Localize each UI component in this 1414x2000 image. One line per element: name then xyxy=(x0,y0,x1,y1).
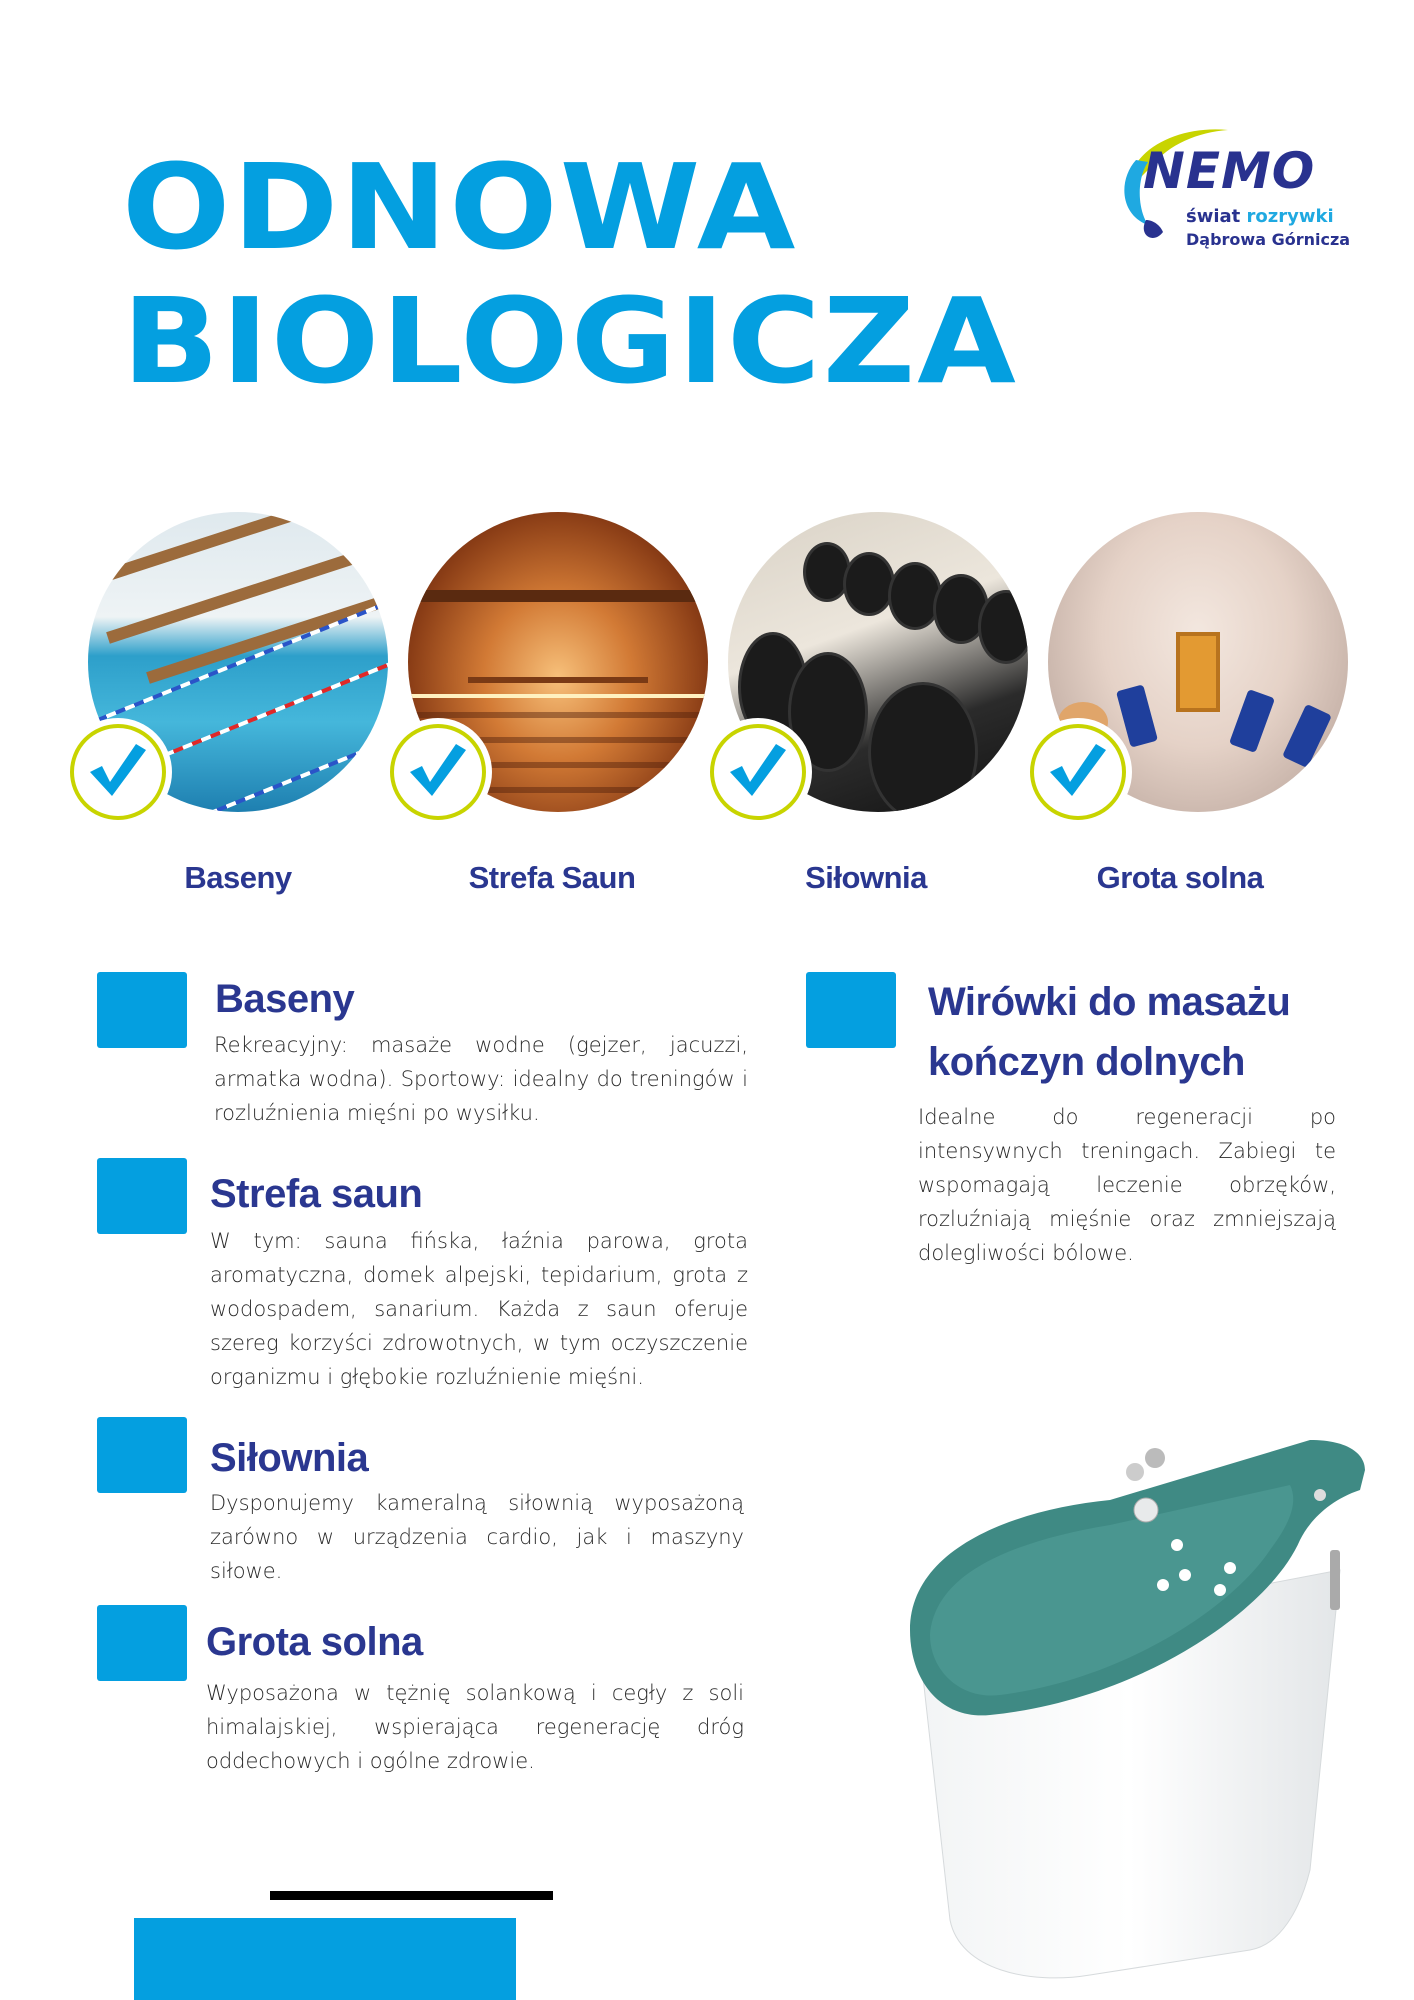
logo-location: Dąbrowa Górnicza xyxy=(1186,230,1351,249)
feature-grota-solna xyxy=(1048,512,1348,812)
section-marker xyxy=(97,1417,187,1493)
page-title-line1: ODNOWA xyxy=(122,138,798,276)
section-title-wirowki xyxy=(928,972,1290,1092)
checkmark-icon xyxy=(404,736,470,802)
page-title-line2: BIOLOGICZA xyxy=(122,272,1019,410)
check-badge xyxy=(384,718,492,826)
section-title-wirowki-line1: Wirówki do masażu xyxy=(928,980,1291,1024)
massage-whirlpool-tub-image xyxy=(890,1430,1370,1990)
feature-strefa-saun xyxy=(408,512,708,812)
section-text-baseny: Rekreacyjny: masaże wodne (gejzer, jacuzzi, armatka wodna). Sportowy: idealny do treningów i rozluźnienia mięśni po wysiłku. xyxy=(214,1033,748,1125)
feature-label-strefa-saun: Strefa Saun xyxy=(468,860,636,895)
section-text-silownia: Dysponujemy kameralną siłownią wyposażoną zarówno w urządzenia cardio, jak i maszyny siłowe. xyxy=(210,1491,744,1583)
check-badge xyxy=(704,718,812,826)
logo-tagline xyxy=(1186,206,1334,227)
section-title-strefa-saun: Strefa saun xyxy=(210,1172,423,1216)
section-text-wirowki: Idealne do regeneracji po intensywnych treningach. Zabiegi te wspomagają leczenie obrzęków, rozluźniają mięśnie oraz zmniejszają dolegliwości bólowe. xyxy=(918,1105,1336,1265)
section-title-silownia: Siłownia xyxy=(210,1436,369,1480)
section-marker xyxy=(97,1605,187,1681)
feature-baseny xyxy=(88,512,388,812)
section-title-wirowki-line2: kończyn dolnych xyxy=(928,1040,1245,1084)
decorative-blue-block xyxy=(134,1918,516,2000)
feature-label-silownia: Siłownia xyxy=(805,860,927,895)
feature-label-baseny: Baseny xyxy=(184,860,292,895)
page-title xyxy=(122,140,1018,408)
section-title-grota-solna: Grota solna xyxy=(206,1620,423,1664)
checkmark-icon xyxy=(1044,736,1110,802)
section-marker xyxy=(806,972,896,1048)
decorative-black-bar xyxy=(270,1891,553,1900)
logo-tagline-part1: świat xyxy=(1186,206,1241,227)
check-badge xyxy=(1024,718,1132,826)
check-badge xyxy=(64,718,172,826)
section-text-strefa-saun: W tym: sauna fińska, łaźnia parowa, grota aromatyczna, domek alpejski, tepidarium, grota z wodospadem, sanarium. Każda z saun oferuje szereg korzyści zdrowotnych, w tym oczyszczenie organizmu i głębokie rozluźnienie mięśni. xyxy=(210,1229,748,1389)
section-marker xyxy=(97,972,187,1048)
feature-label-grota-solna: Grota solna xyxy=(1096,860,1264,895)
feature-silownia xyxy=(728,512,1028,812)
section-text-grota-solna: Wyposażona w tężnię solankową i cegły z soli himalajskiej, wspierająca regenerację dróg oddechowych i ogólne zdrowie. xyxy=(206,1681,744,1773)
checkmark-icon xyxy=(84,736,150,802)
section-marker xyxy=(97,1158,187,1234)
checkmark-icon xyxy=(724,736,790,802)
section-title-baseny: Baseny xyxy=(215,977,355,1021)
nemo-logo xyxy=(1108,120,1358,260)
logo-tagline-part2: rozrywki xyxy=(1246,206,1334,227)
logo-brand: NEMO xyxy=(1143,142,1316,200)
